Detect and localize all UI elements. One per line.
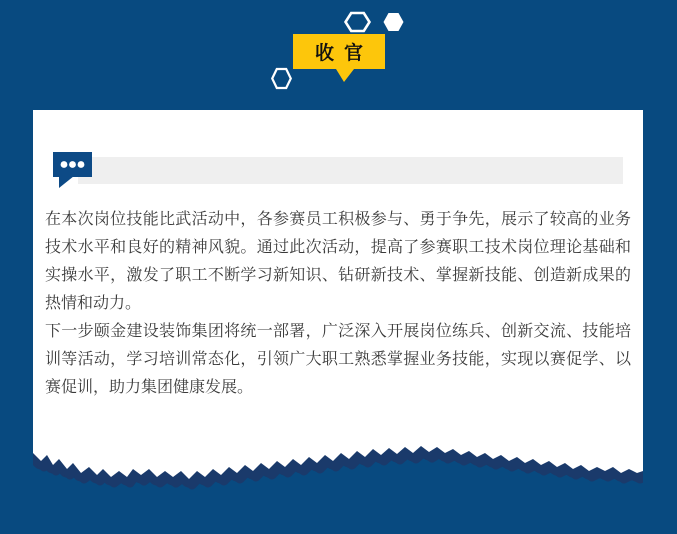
content-card bbox=[33, 110, 643, 443]
comment-bubble-icon bbox=[53, 152, 93, 189]
section-divider-bar bbox=[78, 157, 623, 184]
finale-badge bbox=[293, 34, 385, 69]
article-body bbox=[45, 206, 631, 402]
torn-paper-edge-icon bbox=[33, 443, 643, 498]
finale-badge-label: 收官 bbox=[314, 43, 373, 64]
paragraph: 在本次岗位技能比武活动中，各参赛员工积极参与、勇于争先，展示了较高的业务技术水平和良好的精神风貌。通过此次活动，提高了参赛职工技术岗位理论基础和实操水平，激发了职工不断学习新知识、钻研新技术、掌握新技能、创造新成果的热情和动力。 bbox=[45, 211, 631, 312]
finale-badge-tail bbox=[336, 69, 354, 82]
hexagon-filled-icon bbox=[383, 12, 404, 32]
hexagon-outline-icon bbox=[271, 67, 292, 90]
hexagon-outline-icon bbox=[344, 11, 371, 33]
paragraph: 下一步颐金建设装饰集团将统一部署，广泛深入开展岗位练兵、创新交流、技能培训等活动，学习培训常态化，引领广大职工熟悉掌握业务技能，实现以赛促学、以赛促训，助力集团健康发展。 bbox=[45, 323, 631, 396]
